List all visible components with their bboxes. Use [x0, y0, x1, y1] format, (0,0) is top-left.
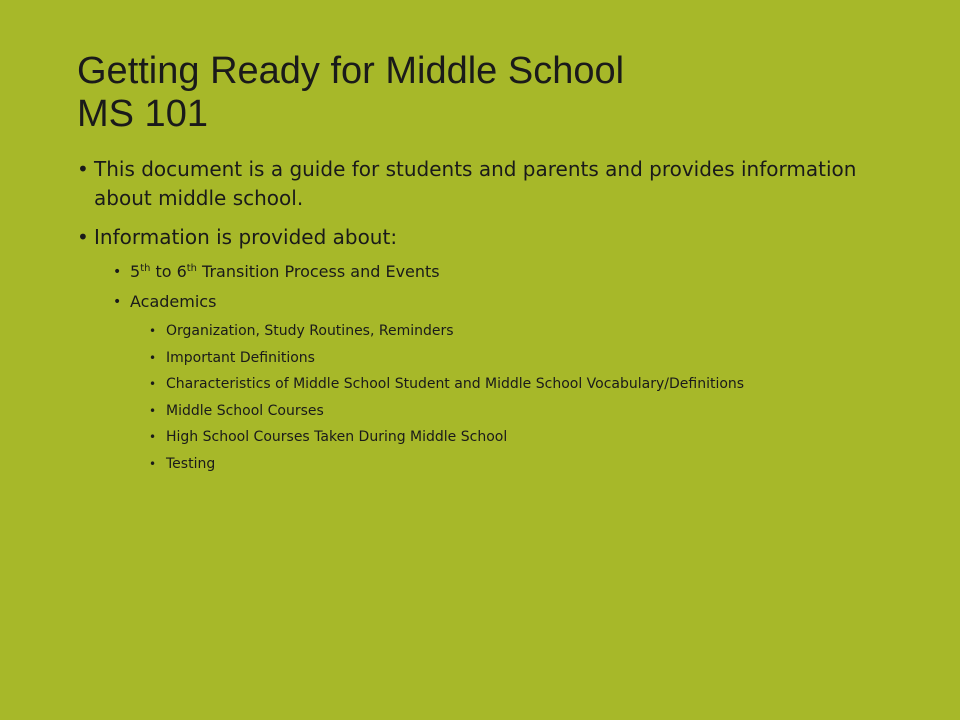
- bullet-information-provided: [77, 223, 877, 252]
- sub-bullet-text: 5th to 6th Transition Process and Events: [130, 262, 440, 281]
- title-line-2: MS 101: [77, 93, 208, 135]
- slide-title: [77, 50, 917, 136]
- bullet-dot: •: [149, 456, 157, 471]
- academics-item: [149, 349, 877, 367]
- academics-item-text: Characteristics of Middle School Student and Middle School Vocabulary/Definitions: [166, 376, 745, 392]
- bullet-dot: •: [113, 294, 122, 310]
- bullet-dot: •: [149, 430, 157, 444]
- bullet-dot: •: [149, 377, 157, 391]
- academics-item-text: Middle School Courses: [166, 402, 324, 419]
- academics-item: [149, 455, 877, 473]
- bullet-dot: •: [77, 157, 89, 181]
- bullet-dot: •: [77, 225, 89, 249]
- academics-item: [149, 322, 877, 340]
- slide-body: [77, 155, 877, 481]
- academics-item: [149, 402, 877, 420]
- sub-bullet-academics: [113, 292, 877, 312]
- academics-item-text: High School Courses Taken During Middle School: [166, 429, 508, 445]
- bullet-dot: •: [149, 350, 157, 365]
- academics-item-text: Testing: [166, 455, 216, 472]
- sub-bullet-text: Academics: [130, 292, 217, 311]
- academics-item-text: Important Definitions: [166, 349, 315, 366]
- bullet-dot: •: [149, 403, 157, 418]
- bullet-document-guide: [77, 155, 877, 213]
- bullet-text: Information is provided about:: [94, 225, 398, 249]
- bullet-dot: •: [149, 324, 157, 338]
- academics-item: [149, 375, 877, 393]
- academics-item-text: Organization, Study Routines, Reminders: [166, 323, 454, 339]
- title-line-1: Getting Ready for Middle School: [77, 50, 625, 92]
- bullet-dot: •: [113, 264, 122, 280]
- bullet-text: This document is a guide for students and parents and provides information about middle school.: [94, 157, 857, 210]
- academics-item: [149, 428, 877, 446]
- sub-bullet-transition: [113, 262, 877, 282]
